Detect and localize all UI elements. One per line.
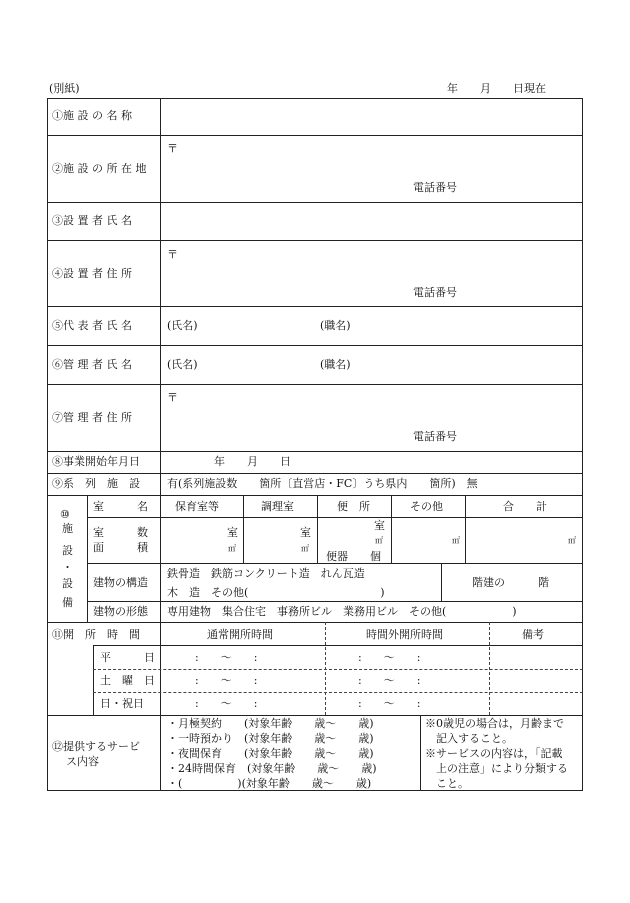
service-note: ※0歳児の場合は，月齢まで xyxy=(425,717,564,730)
row-sep xyxy=(47,202,583,203)
service-note: 記入すること。 xyxy=(425,732,513,745)
structure-options-1: 鉄骨造 鉄筋コンクリート造 れん瓦造 xyxy=(167,567,365,580)
holiday-extra-hours[interactable]: : 〜 : xyxy=(358,697,421,710)
phone-label: 電話番号 xyxy=(413,430,457,443)
facility-address-label: ②施 設 の 所 在 地 xyxy=(52,162,147,175)
room-header-kitchen: 調理室 xyxy=(261,500,294,513)
service-item: ・24時間保育 (対象年齢 歳〜 歳) xyxy=(167,762,377,775)
row-sep xyxy=(87,517,583,518)
unit-room: 室 xyxy=(300,526,311,539)
row-sep xyxy=(47,135,583,136)
room-area-label: 面 積 xyxy=(93,541,148,554)
room-header-toilet: 便 所 xyxy=(337,500,370,513)
founder-name-field[interactable] xyxy=(162,204,580,238)
affiliated-facilities-content: 有(系列施設数 箇所〔直営店・FC〕うち県内 箇所) 無 xyxy=(167,477,478,490)
title-field-label: (職名) xyxy=(320,358,351,371)
service-item: ・夜間保育 (対象年齢 歳〜 歳) xyxy=(167,747,374,760)
row-sep xyxy=(47,451,583,452)
table-bottom-border xyxy=(47,790,583,791)
facility-label-char: ・ xyxy=(62,561,73,574)
facility-name-field[interactable] xyxy=(162,100,580,133)
col-sep xyxy=(317,495,318,563)
unit-m2: ㎡ xyxy=(301,544,309,553)
hours-header-notes: 備考 xyxy=(522,628,544,641)
row-sep xyxy=(47,622,583,623)
room-header-total: 合 計 xyxy=(503,500,547,513)
manager-name-label: ⑥管 理 者 氏 名 xyxy=(52,358,132,371)
manager-address-label: ⑦管 理 者 住 所 xyxy=(52,411,132,424)
service-note: こと。 xyxy=(425,777,469,790)
facility-label-char: 施 xyxy=(62,522,73,535)
service-note: ※サービスの内容は，「記載 xyxy=(425,747,563,760)
room-header-other: その他 xyxy=(410,500,443,513)
postal-mark: 〒 xyxy=(167,142,178,155)
hours-header-normal: 通常開所時間 xyxy=(207,628,273,641)
unit-m2: ㎡ xyxy=(452,536,460,545)
row-sep xyxy=(47,306,583,307)
services-label-divider xyxy=(160,715,161,790)
services-notes-divider xyxy=(420,715,421,790)
weekday-normal-hours[interactable]: : 〜 : xyxy=(195,651,258,664)
unit-room: 室 xyxy=(227,526,238,539)
hours-header-extra: 時間外開所時間 xyxy=(366,628,443,641)
unit-m2: ㎡ xyxy=(568,536,576,545)
structure-options-2: 木 造 その他( ) xyxy=(167,586,385,599)
row-sep xyxy=(47,473,583,474)
saturday-normal-hours[interactable]: : 〜 : xyxy=(195,674,258,687)
toilet-fixtures-label: 便器 個 xyxy=(326,550,381,563)
founder-address-label: ④設 置 者 住 所 xyxy=(52,267,132,280)
row-sep xyxy=(47,240,583,241)
name-field-label: (氏名) xyxy=(167,319,198,332)
service-item: ・月極契約 (対象年齢 歳〜 歳) xyxy=(167,717,374,730)
facility-sub-divider xyxy=(87,495,88,622)
phone-label: 電話番号 xyxy=(413,286,457,299)
col-sep-dashed xyxy=(489,622,490,715)
as-of-date: 年 月 日現在 xyxy=(447,82,546,95)
founder-name-label: ③設 置 者 氏 名 xyxy=(52,214,132,227)
postal-mark: 〒 xyxy=(167,248,178,261)
facility-label-char: 設 xyxy=(62,577,73,590)
unit-m2: ㎡ xyxy=(228,544,236,553)
col-sep xyxy=(391,495,392,563)
facility-label-divider xyxy=(160,495,161,622)
postal-mark: 〒 xyxy=(167,391,178,404)
representative-name-label: ⑤代 表 者 氏 名 xyxy=(52,319,132,332)
attachment-label: (別紙) xyxy=(49,82,80,95)
row-sep xyxy=(87,563,583,564)
facility-address-field[interactable] xyxy=(180,140,580,198)
row-sep-dashed xyxy=(93,669,583,670)
service-item: ・一時預かり (対象年齢 歳〜 歳) xyxy=(167,732,374,745)
building-form-options: 専用建物 集合住宅 事務所ビル 業務用ビル その他( ) xyxy=(167,605,517,618)
saturday-label: 土 曜 日 xyxy=(100,674,155,687)
holiday-normal-hours[interactable]: : 〜 : xyxy=(195,697,258,710)
facility-name-label: ①施 設 の 名 称 xyxy=(52,109,132,122)
row-sep xyxy=(93,645,583,646)
title-field-label: (職名) xyxy=(320,319,351,332)
saturday-extra-hours[interactable]: : 〜 : xyxy=(358,674,421,687)
col-sep xyxy=(243,495,244,563)
unit-m2: ㎡ xyxy=(375,536,383,545)
affiliated-facilities-label: ⑨系 列 施 設 xyxy=(52,477,140,490)
col-sep xyxy=(441,563,442,601)
services-label-line1: ⑫提供するサービ xyxy=(52,740,140,753)
floors-label: 階建の 階 xyxy=(472,576,549,589)
row-sep xyxy=(47,715,583,716)
table-top-border xyxy=(47,98,583,99)
service-item: ・( )(対象年齢 歳〜 歳) xyxy=(167,777,372,790)
structure-label: 建物の構造 xyxy=(93,576,148,589)
facility-label-char: 設 xyxy=(62,544,73,557)
unit-room: 室 xyxy=(374,519,385,532)
row-sep xyxy=(47,345,583,346)
start-date-value: 年 月 日 xyxy=(214,455,291,468)
hours-day-divider xyxy=(93,645,94,715)
services-label-line2: ス内容 xyxy=(66,755,99,768)
founder-address-field[interactable] xyxy=(180,244,580,302)
phone-label: 電話番号 xyxy=(413,181,457,194)
facility-label-char: 備 xyxy=(62,596,73,609)
building-form-label: 建物の形態 xyxy=(93,605,148,618)
label-divider xyxy=(160,98,161,495)
name-field-label: (氏名) xyxy=(167,358,198,371)
row-sep xyxy=(47,495,583,496)
row-sep xyxy=(47,384,583,385)
col-sep xyxy=(465,495,466,563)
room-header-nursery: 保育室等 xyxy=(175,500,219,513)
room-count-label: 室 数 xyxy=(93,526,148,539)
facility-label-char: ⑩ xyxy=(60,508,70,521)
service-note: 上の注意」により分類する xyxy=(425,762,568,775)
row-sep-dashed xyxy=(93,692,583,693)
room-name-label: 室 名 xyxy=(93,500,148,513)
row-sep xyxy=(87,601,583,602)
weekday-label: 平 日 xyxy=(100,651,155,664)
holiday-label: 日・祝日 xyxy=(100,697,144,710)
weekday-extra-hours[interactable]: : 〜 : xyxy=(358,651,421,664)
start-date-label: ⑧事業開始年月日 xyxy=(52,455,140,468)
col-sep-dashed xyxy=(325,622,326,715)
hours-label: ⑪開 所 時 間 xyxy=(52,628,140,641)
manager-address-field[interactable] xyxy=(180,388,580,446)
